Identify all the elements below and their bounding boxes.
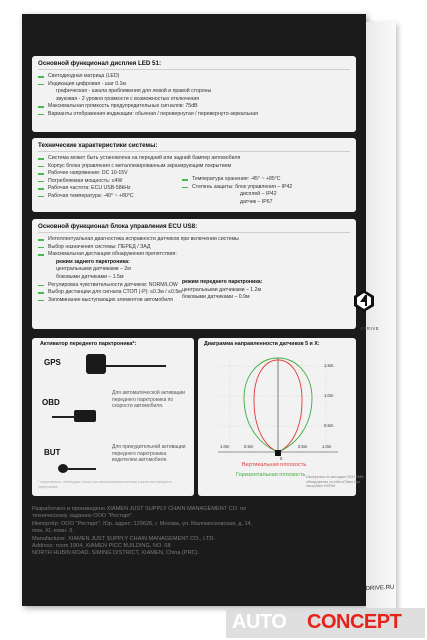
list-item [182,294,262,302]
list-item-text: Рабочая частота: ECU USB-58kHz [48,185,131,192]
list-item-text: Варианты отображения индикации: обычная / перевернутая / перевернуто-зеркальная [48,110,258,117]
gps-label: GPS [44,358,61,367]
feature-list [38,73,350,119]
watermark-auto: AUTO [232,611,287,633]
panel-title: Основной функционал блока управления ECU US8: [38,223,350,233]
gps-module-icon [86,354,106,374]
list-item-text: режим переднего парктроника: [182,279,263,285]
side-brand: 4DRIVE [360,326,380,331]
y-tick-label: 1.5m [324,363,334,368]
list-item [38,259,350,267]
list-item-text: Выбор дистанции для сигнала СТОП (-P): ≤0.3м / ≤0.5м [48,289,182,296]
list-item [38,236,350,244]
bullet-mark [38,239,44,241]
bullet-mark [38,166,44,168]
y-tick-label: 1.0m [324,393,334,398]
panel-title: Основной функционал дисплея LED 51: [38,60,350,70]
but-description: Для принудительной активации переднего парктроника водителем автомобиля. [112,444,186,463]
bullet-mark [38,181,44,183]
list-item-text: Рабочая температура: -40° ~ +80°C [48,192,134,199]
bullet-mark [38,84,44,86]
watermark-concept: CONCEPT [307,611,402,633]
list-item [38,73,350,81]
list-item-text: Корпус блока управления с металлизированным экранирующим покрытием [48,162,232,169]
activator-footnote: * опционально: необходим только при использовании системы в качестве переднего парктроника [38,480,172,489]
list-item-text: Запоминание выступающих элементов автомобиля [48,296,173,303]
gps-cable [106,365,166,367]
bullet-mark [38,114,44,116]
box-side [366,22,396,612]
list-item-text: Максимальная дистанция обнаружения препятствия: [48,251,177,258]
bullet-mark [38,106,44,108]
legend-horizontal: Горизонтальная плоскость [236,472,306,478]
x-tick-label: 0.5m [298,444,308,449]
y-tick-label: 0.5m [324,423,334,428]
bullet-mark [182,187,188,189]
bullet-mark [38,158,44,160]
obd-cable [52,416,76,418]
legend-vertical: Вертикальная плоскость [242,462,307,468]
obd-connector-icon [74,410,96,422]
but-label: BUT [44,448,61,457]
obd-description: Для автоматической активации переднего парктроника по скорости автомобиля. [112,390,185,409]
bullet-mark [38,76,44,78]
list-item [38,155,350,163]
list-item-text: звуковая - 2 уровня громкости с возможностью отключения [56,95,200,102]
list-item-text: графическая - шкала приближения для левой и правой стороны [56,88,212,95]
list-item-text: Рабочее напряжение: DC 10-15V [48,170,128,177]
list-item-text: Выбор назначения системы: ПЕРЕД / ЗАД [48,243,151,250]
specs-right-list [182,176,292,206]
panel-title: Технические характеристики системы: [38,142,350,152]
bullet-mark [38,247,44,249]
x-tick-label: 1.0m [322,444,332,449]
list-item-text: Максимальная громкость предупредительных сигналов: 75dB [48,103,198,110]
info-line: NORTH HUBIN ROAD, SIMING DISTRICT, XIAMEN, China (PRC). [32,550,200,557]
list-item-text: дисплей – IP42 [240,191,277,198]
bullet-mark [38,292,44,294]
list-item-text: Интеллектуальная диагностика исправности датчиков при включении системы [48,236,239,242]
list-item-text: Система может быть установлена на передний или задний бампер автомобиля [48,155,241,161]
bullet-mark [38,173,44,175]
list-item-text: боковыми датчиками – 0.9м [182,294,250,301]
x-tick-label: 1.0m [220,444,230,449]
tech-specs-panel [32,138,356,212]
bullet-mark [38,196,44,198]
info-line: Импортёр: ООО "Рестарт". Юр. адрес: 129626, г. Москва, ул. Маломосковская, д. 14, [32,520,253,527]
side-url: WWW.4DRIVE.RU [343,584,395,594]
list-item [38,103,350,111]
list-item [38,111,350,119]
manufacturer-info [32,506,352,558]
4drive-logo-icon [354,290,374,312]
display-features-panel [32,56,356,132]
x-tick-label: 0.5m [244,444,254,449]
bullet-mark [38,285,44,287]
obd-label: OBD [42,398,60,407]
list-item-text: Светодиодная матрица (LED) [48,73,120,79]
activator-title: Активатор переднего парктроника*: [40,341,137,347]
ecu-features-panel [32,219,356,329]
list-item-text: центральными датчиками – 2м [56,266,131,273]
info-line: Manufacturer: XIAMEN JUST SUPPLY CHAIN MANAGEMENT CO., LTD. [32,535,215,542]
list-item-text: Регулировка чувствительности датчиков: NORM/LOW [48,281,178,288]
list-item-text: центральными датчиками – 1.2м [182,286,262,293]
directivity-diagram [198,348,356,468]
bullet-mark [38,188,44,190]
list-item-text: датчик – IP67 [240,198,273,205]
bullet-mark [38,254,44,256]
info-line: техническому заданию ООО "Рестарт". [32,513,134,520]
list-item [38,88,350,96]
diagram-note: Измерения по методике ISO17386: обнаружение столба ø75мм при настройке NORM [306,475,365,489]
list-item [182,191,292,199]
list-item-text: Температура хранения: -45° ~ +85°C [192,176,281,182]
but-cable [66,468,96,470]
list-item-text: Степень защиты: блок управления – IP42 [192,183,293,190]
list-item [38,244,350,252]
list-item [38,96,350,104]
list-item [38,266,350,274]
list-item [38,251,350,259]
list-item [182,199,292,207]
bullet-mark [38,300,44,302]
list-item [182,279,262,287]
x-tick-label: 0 [280,456,283,461]
info-line: пом. XI, комн. 3. [32,528,74,535]
list-item-text: Потребляемая мощность: ≤4W [48,177,123,184]
list-item-text: Индикация цифровая - шаг 0.1м [48,80,126,87]
diagram-panel [198,338,365,496]
list-item [38,163,350,171]
list-item [182,176,292,184]
info-line: Address: room 1904, XIAMEN PICC BUILDING, NO. 68 [32,543,171,550]
list-item-text: режим заднего парктроника: [56,258,130,265]
bullet-mark [182,179,188,181]
info-line: Разработано и произведено XIAMEN JUST SUPPLY CHAIN MANAGEMENT CO. по [32,506,247,512]
front-mode-list [182,279,262,302]
list-item-text: боковыми датчиками – 1.5м [56,273,124,280]
list-item [182,287,262,295]
diagram-title: Диаграмма направленности датчиков 5 и X: [204,341,320,347]
activator-panel [32,338,194,496]
